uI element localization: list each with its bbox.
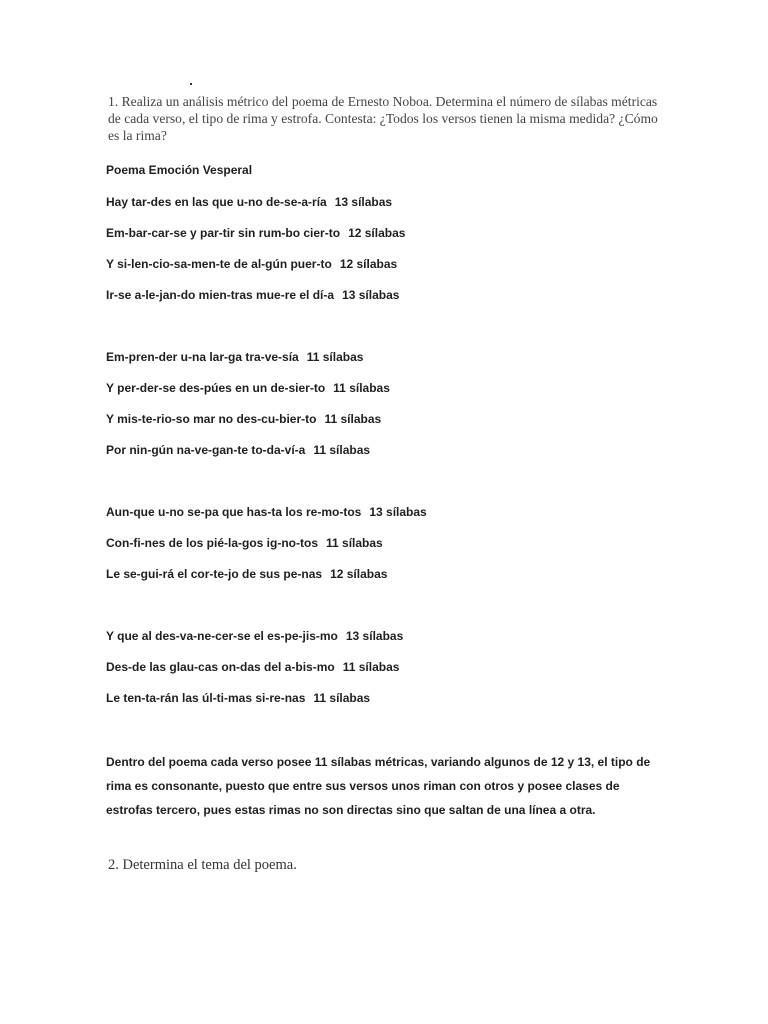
syllable-count: 11 sílabas [313, 443, 371, 457]
syllable-count: 13 sílabas [369, 505, 427, 519]
verse-line [106, 287, 399, 303]
verse-text: Le se-gui-rá el cor-te-jo de sus pe-nas [106, 567, 323, 581]
verse-line [106, 411, 381, 427]
question-1: 1. Realiza un análisis métrico del poema de Ernesto Noboa. Determina el número de sílabas métricas de cada verso, el tipo de rima y estrofa. Contesta: ¿Todos los versos tienen la misma medida? ¿Cómo es la rima? [108, 94, 658, 143]
syllable-count: 11 sílabas [324, 412, 382, 426]
verse-line [106, 349, 363, 365]
syllable-count: 11 sílabas [333, 381, 390, 395]
verse-text: Des-de las glau-cas on-das del a-bis-mo [106, 660, 335, 674]
verse-line [106, 442, 370, 458]
verse-text: Em-pren-der u-na lar-ga tra-ve-sía [106, 350, 299, 364]
verse-line [106, 504, 427, 520]
syllable-count: 13 sílabas [345, 629, 404, 643]
verse-text: Por nin-gún na-ve-gan-te to-da-ví-a [106, 443, 306, 457]
verse-text: Hay tar-des en las que u-no de-se-a-ría [106, 195, 327, 209]
syllable-count: 11 sílabas [306, 350, 364, 364]
verse-text: Y per-der-se des-púes en un de-sier-to [106, 381, 326, 395]
stray-dot [190, 83, 192, 85]
verse-text: Aun-que u-no se-pa que has-ta los re-mo-tos [106, 505, 362, 519]
syllable-count: 11 sílabas [342, 660, 400, 674]
verse-line [106, 194, 392, 210]
verse-text: Y si-len-cio-sa-men-te de al-gún puer-to [106, 257, 332, 271]
syllable-count: 12 sílabas [330, 567, 388, 581]
poem-title: Poema Emoción Vesperal [106, 163, 253, 177]
question-2: 2. Determina el tema del poema. [108, 857, 297, 873]
verse-text: Le ten-ta-rán las úl-ti-mas si-re-nas [106, 691, 306, 705]
syllable-count: 13 sílabas [334, 195, 393, 209]
verse-line [106, 628, 403, 644]
verse-text: Em-bar-car-se y par-tir sin rum-bo cier-to [106, 226, 341, 240]
syllable-count: 11 sílabas [326, 536, 383, 550]
syllable-count: 12 sílabas [348, 226, 406, 240]
verse-line [106, 380, 390, 396]
syllable-count: 11 sílabas [313, 691, 371, 705]
verse-line [106, 535, 383, 551]
verse-text: Y mis-te-rio-so mar no des-cu-bier-to [106, 412, 317, 426]
verse-line [106, 690, 370, 706]
verse-line [106, 659, 399, 675]
syllable-count: 13 sílabas [342, 288, 400, 302]
verse-text: Ir-se a-le-jan-do mien-tras mue-re el dí-a [106, 288, 335, 302]
verse-line [106, 225, 405, 241]
verse-line [106, 566, 387, 582]
verse-text: Y que al des-va-ne-cer-se el es-pe-jis-mo [106, 629, 338, 643]
verse-line [106, 256, 397, 272]
conclusion-paragraph: Dentro del poema cada verso posee 11 sílabas métricas, variando algunos de 12 y 13, el tipo de rima es consonante, puesto que entre sus versos unos riman con otros y posee clases de estrofas tercero, pues estas rimas no son directas sino que saltan de una línea a otra. [106, 755, 651, 817]
verse-text: Con-fi-nes de los pié-la-gos ig-no-tos [106, 536, 318, 550]
syllable-count: 12 sílabas [339, 257, 398, 271]
